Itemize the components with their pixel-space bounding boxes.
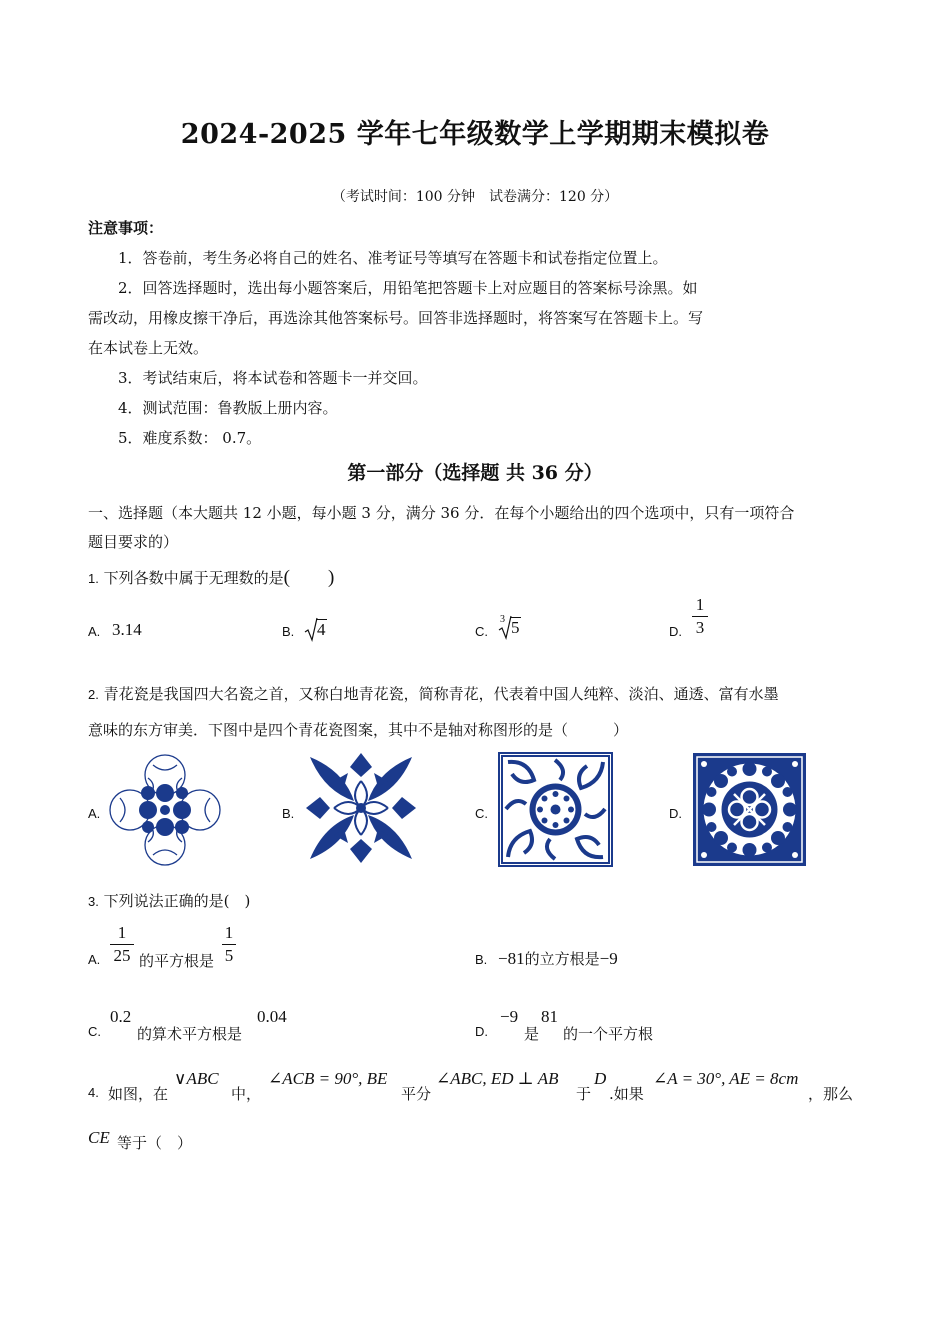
q4-text-6: ，那么 [808,1085,854,1103]
q3-option-a-frac1-numerator: 1 [117,923,127,942]
q3-option-a-fraction-2 [222,923,236,966]
q3-option-d-value-1: −9 [500,1007,519,1026]
q3-option-d-text-2: 的一个平方根 [563,1025,654,1043]
q3-option-c-label: C. [88,1024,101,1039]
q3-option-d-label: D. [475,1024,488,1039]
q2-option-c-label: C. [475,806,488,821]
q2-stem-line-1 [88,683,779,704]
q4-text-4: 于 [576,1085,592,1103]
q4-math-3: ∠ABC, ED ⊥ AB [436,1069,559,1088]
q4-text-2: 中， [231,1085,262,1103]
q3-option-b-label: B. [475,952,488,967]
q3-option-b-content [498,948,618,969]
q3-stem-text: 下列说法正确的是( ) [103,892,251,910]
q4-math-1: ∨ABC [174,1069,219,1088]
q1-option-d-denominator: 3 [695,618,705,637]
q1-option-d-fraction [692,595,708,638]
q3-option-c-value-2: 0.04 [257,1007,287,1026]
notice-heading: 注意事项： [88,219,164,237]
q3-option-a-text: 的平方根是 [139,952,215,970]
q1-option-a-label: A. [88,624,101,639]
fraction-bar [222,944,236,945]
q3-number: 3. [88,894,99,909]
q4-text-5: .如果 [609,1085,644,1103]
q3-option-c-value-1: 0.2 [110,1007,132,1026]
q3-option-c-text: 的算术平方根是 [137,1025,243,1043]
q4-math-5: ∠A = 30°, AE = 8cm [653,1069,799,1088]
q2-option-b-label: B. [282,806,295,821]
q3-option-a-label: A. [88,952,101,967]
q3-option-a-frac2-numerator: 1 [224,923,234,942]
q1-stem [88,562,334,589]
q1-number: 1. [88,571,99,586]
q1-option-d-label: D. [669,624,682,639]
q1-option-d-numerator: 1 [695,595,705,614]
porcelain-pattern-b-image [304,751,418,865]
notice-item-5: 5．难度系数： 0.7。 [118,429,262,447]
q3-option-b-value-2: −9 [599,949,618,968]
q1-option-c-value: 5 [511,618,520,637]
q4-math-2: ∠ACB = 90°, BE [268,1069,388,1088]
q1-option-c-root-index: 3 [500,614,505,625]
q3-option-a-frac1-denominator: 25 [113,946,131,965]
q4-text-7: 等于（ ） [117,1134,193,1152]
exam-title: 2024-2025 学年七年级数学上学期期末模拟卷 [180,119,770,150]
q1-option-b-value: 4 [317,620,326,639]
q4-text-1: 如图，在 [108,1085,169,1103]
q2-stem-line-2: 意味的东方审美．下图中是四个青花瓷图案，其中不是轴对称图形的是（ ） [88,721,629,739]
q3-option-d-value-2: 81 [541,1007,558,1026]
q3-option-b-value-1: −81 [498,949,525,968]
q1-option-c-label: C. [475,624,488,639]
q1-option-b-label: B. [282,624,295,639]
q3-option-b-text: 的立方根是 [524,950,600,968]
exam-subtitle: （考试时间：100 分钟 试卷满分：120 分） [331,189,619,205]
q1-paren: ( ) [283,567,335,588]
q3-option-a-frac2-denominator: 5 [224,946,234,965]
part1-intro-line-2: 题目要求的） [88,533,179,551]
notice-item-2-line-1: 2．回答选择题时，选出每小题答案后，用铅笔把答题卡上对应题目的答案标号涂黑。如 [118,279,698,297]
q4-math-6: CE [88,1128,110,1147]
fraction-bar [110,944,134,945]
q2-option-a-label: A. [88,806,101,821]
notice-item-4: 4．测试范围：鲁教版上册内容。 [118,399,338,417]
porcelain-pattern-c-image [498,752,613,867]
q1-stem-text: 下列各数中属于无理数的是 [103,569,284,587]
section-title: 第一部分（选择题 共 36 分） [347,462,603,484]
notice-item-2-line-3: 在本试卷上无效。 [88,339,209,357]
q3-option-a-fraction-1 [110,923,134,966]
notice-item-1: 1．答卷前，考生务必将自己的姓名、准考证号等填写在答题卡和试卷指定位置上。 [118,249,668,267]
q4-text-3: 平分 [401,1085,432,1103]
q3-stem [88,890,250,911]
q2-stem-text-1: 青花瓷是我国四大名瓷之首，又称白地青花瓷，简称青花，代表着中国人纯粹、淡泊、通透、富有水墨 [103,685,779,703]
notice-item-3: 3．考试结束后，将本试卷和答题卡一并交回。 [118,369,428,387]
q2-option-d-label: D. [669,806,682,821]
notice-item-2-line-2: 需改动，用橡皮擦干净后，再选涂其他答案标号。回答非选择题时，将答案写在答题卡上。写 [88,309,704,327]
q1-option-a-value: 3.14 [112,620,142,639]
q2-number: 2. [88,687,99,702]
porcelain-pattern-d-image [692,752,807,867]
q4-number: 4. [88,1085,99,1100]
part1-intro-line-1: 一、选择题（本大题共 12 小题，每小题 3 分，满分 36 分．在每个小题给出的四个选项中，只有一项符合 [88,504,795,522]
fraction-bar [692,616,708,617]
q4-math-4: D [594,1069,607,1088]
porcelain-pattern-a-image [108,753,222,867]
q3-option-d-text-1: 是 [524,1025,540,1043]
